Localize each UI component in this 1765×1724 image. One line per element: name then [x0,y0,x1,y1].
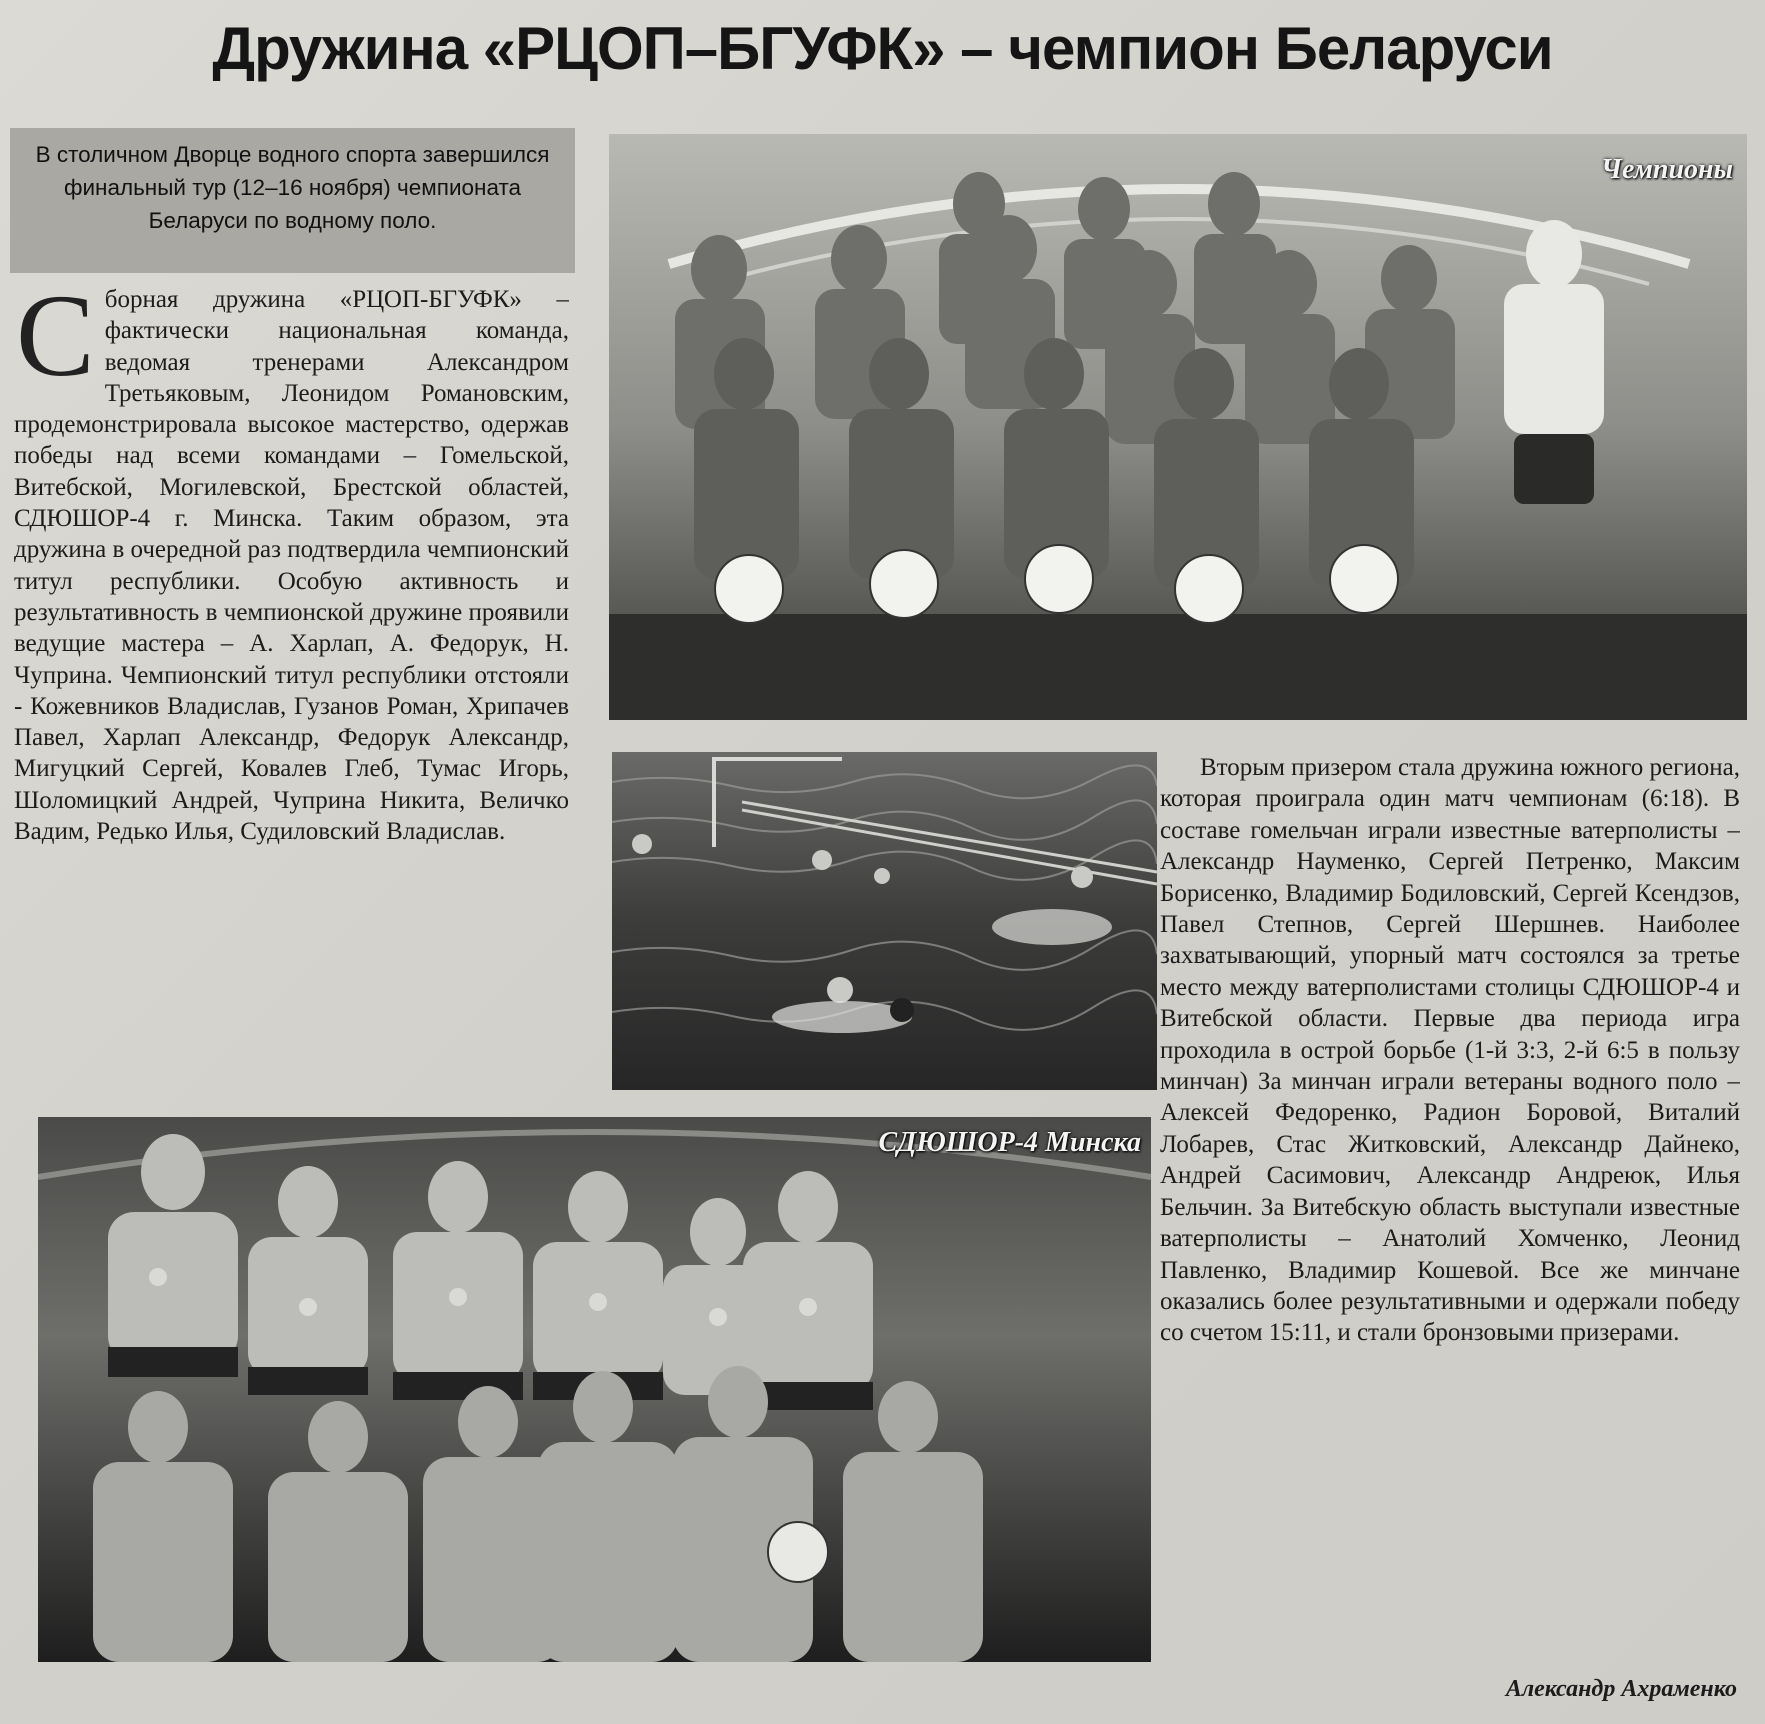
water-polo-game-photo [612,752,1157,1090]
sdyushor-photo-caption: СДЮШОР-4 Минска [878,1127,1141,1158]
byline: Александр Ахраменко [1505,1676,1737,1702]
champions-team-photo [609,134,1747,720]
champions-photo-caption: Чемпионы [1601,154,1733,185]
sdyushor-photo-image [38,1117,1151,1662]
article-right-column: Вторым призером стала дружина южного региона, которая проиграла один матч чемпионам (6:18). В составе гомельчан играли известные ватерполисты – Александр Науменко, Сергей Петренко, Максим Борисенко, Владимир Бодиловский, Сергей Ксендзов, Павел Степнов, Сергей Шершнев. Наиболее захватывающий, упорный матч состоялся за третье место между ватерполистами столицы СДЮШОР-4 и Витебской области. Первые два периода игра проходила в острой борьбе (1-й 3:3, 2-й 6:5 в пользу минчан) За минчан играли ветераны водного поло – Алексей Федоренко, Радион Боровой, Виталий Лобарев, Стас Житковский, Александр Дайнеко, Андрей Сасимович, Александр Андреюк, Илья Бельчин. За Витебскую область выступали известные ватерполисты – Анатолий Хомченко, Леонид Павленко, Владимир Кошевой. Все же минчане оказались более результативными и одержали победу со счетом 15:11, и стали бронзовыми призерами. [1160,754,1740,1347]
game-photo-image [612,752,1157,1090]
lead-box: В столичном Дворце водного спорта завершился финальный тур (12–16 ноября) чемпионата Беларуси по водному поло. [10,128,575,273]
article-left-column [14,284,569,1094]
article-left-text: борная дружина «РЦОП-БГУФК» – фактически национальная команда, ведомая тренерами Александром Третьяковым, Леонидом Романовским, продемонстрировала высокое мастерство, одержав победы над всеми командами – Гомельской, Витебской, Могилевской, Брестской областей, СДЮШОР-4 г. Минска. Таким образом, эта дружина в очередной раз подтвердила чемпионский титул республики. Особую активность и результативность в чемпионской дружине проявили ведущие мастера – А. Харлап, А. Федорук, Н. Чуприна. Чемпионский титул республики отстояли - Кожевников Владислав, Гузанов Роман, Хрипачев Павел, Харлап Александр, Федорук Александр, Мигуцкий Сергей, Ковалев Глеб, Тумас Игорь, Шоломицкий Андрей, Чуприна Никита, Величко Вадим, Редько Илья, Судиловский Владислав. [14,286,569,846]
sdyushor-team-photo [38,1117,1151,1662]
headline: Дружина «РЦОП–БГУФК» – чемпион Беларуси [212,15,1553,82]
champions-photo-image [609,134,1747,720]
drop-cap: С [16,284,95,401]
